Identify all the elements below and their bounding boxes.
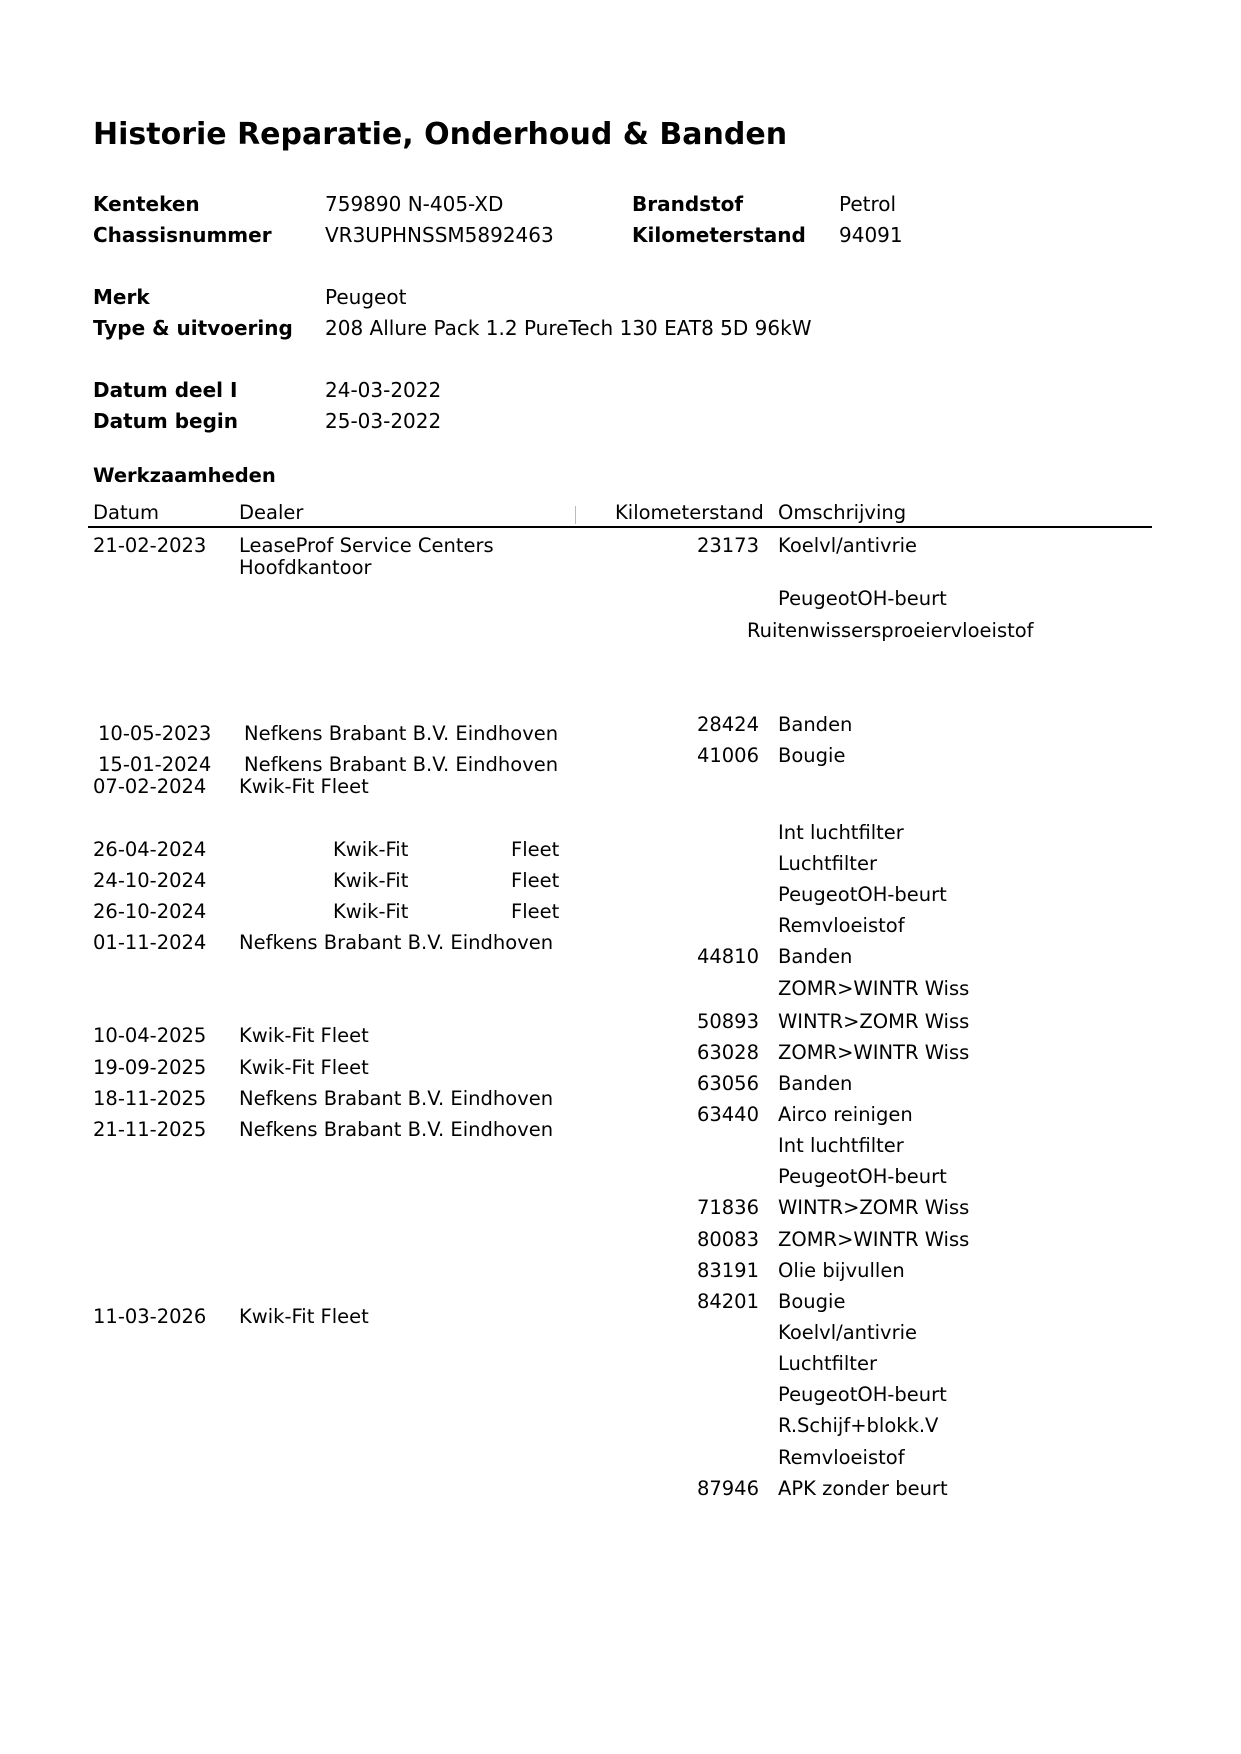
- row-dealer: Fleet: [511, 900, 560, 923]
- row-date: 24-10-2024: [93, 869, 207, 892]
- werkzaamheden-heading: Werkzaamheden: [93, 464, 276, 487]
- row-description: WINTR>ZOMR Wiss: [778, 1196, 970, 1219]
- row-description: PeugeotOH-beurt: [778, 883, 947, 906]
- row-date: 21-11-2025: [93, 1118, 207, 1141]
- row-date: 21-02-2023: [93, 534, 207, 557]
- row-km: 80083: [696, 1228, 759, 1251]
- row-dealer: Fleet: [511, 869, 560, 892]
- row-date: 18-11-2025: [93, 1087, 207, 1110]
- brandstof-value: Petrol: [839, 192, 897, 216]
- page-title: Historie Reparatie, Onderhoud & Banden: [93, 117, 788, 152]
- row-description: Bougie: [778, 744, 846, 767]
- row-date: 10-05-2023: [98, 722, 212, 745]
- datum-deel1-value: 24-03-2022: [325, 378, 442, 402]
- row-dealer: Kwik-Fit Fleet: [239, 775, 369, 798]
- row-dealer: Nefkens Brabant B.V. Eindhoven: [239, 1087, 554, 1110]
- row-dealer: Kwik-Fit Fleet: [239, 1056, 369, 1079]
- row-date: 15-01-2024: [98, 753, 212, 776]
- datum-begin-label: Datum begin: [93, 409, 238, 433]
- row-km: 71836: [696, 1196, 759, 1219]
- kilometerstand-value: 94091: [839, 223, 903, 247]
- row-date: 26-10-2024: [93, 900, 207, 923]
- row-description: PeugeotOH-beurt: [778, 1383, 947, 1406]
- row-description: Luchtfilter: [778, 852, 877, 875]
- row-km: 28424: [696, 713, 759, 736]
- row-description: Koelvl/antivrie: [778, 534, 918, 557]
- row-km: 84201: [696, 1290, 759, 1313]
- row-description: Remvloeistof: [778, 914, 905, 937]
- row-description: Luchtfilter: [778, 1352, 877, 1375]
- brandstof-label: Brandstof: [632, 192, 744, 216]
- row-dealer: Kwik-Fit: [333, 838, 409, 861]
- header-divider: [88, 526, 1152, 528]
- row-date: 01-11-2024: [93, 931, 207, 954]
- kilometerstand-label: Kilometerstand: [632, 223, 806, 247]
- row-description: Int luchtfilter: [778, 821, 904, 844]
- row-km: 63028: [696, 1041, 759, 1064]
- row-description: Remvloeistof: [778, 1446, 905, 1469]
- kenteken-label: Kenteken: [93, 192, 200, 216]
- chassis-value: VR3UPHNSSM5892463: [325, 223, 554, 247]
- row-dealer: Nefkens Brabant B.V. Eindhoven: [244, 753, 559, 776]
- datum-deel1-label: Datum deel I: [93, 378, 238, 402]
- row-description: ZOMR>WINTR Wiss: [778, 977, 970, 1000]
- row-description: PeugeotOH-beurt: [778, 587, 947, 610]
- type-label: Type & uitvoering: [93, 316, 293, 340]
- type-value: 208 Allure Pack 1.2 PureTech 130 EAT8 5D 96kW: [325, 316, 812, 340]
- row-date: 07-02-2024: [93, 775, 207, 798]
- chassis-label: Chassisnummer: [93, 223, 272, 247]
- row-dealer: Kwik-Fit Fleet: [239, 1024, 369, 1047]
- header-column-rule: [575, 506, 576, 524]
- row-description: Banden: [778, 1072, 853, 1095]
- row-km: 50893: [696, 1010, 759, 1033]
- row-description: Ruitenwissersproeiervloeistof: [747, 619, 1034, 642]
- merk-value: Peugeot: [325, 285, 407, 309]
- row-dealer: LeaseProf Service Centers: [239, 534, 494, 557]
- row-dealer: Nefkens Brabant B.V. Eindhoven: [239, 1118, 554, 1141]
- row-date: 10-04-2025: [93, 1024, 207, 1047]
- row-description: Banden: [778, 713, 853, 736]
- row-dealer: Kwik-Fit: [333, 900, 409, 923]
- row-km: 87946: [696, 1477, 759, 1500]
- row-date: 19-09-2025: [93, 1056, 207, 1079]
- row-description: Int luchtfilter: [778, 1134, 904, 1157]
- row-description: Airco reinigen: [778, 1103, 913, 1126]
- row-description: Koelvl/antivrie: [778, 1321, 918, 1344]
- column-header-kilometerstand: Kilometerstand: [615, 501, 764, 524]
- row-km: 44810: [696, 945, 759, 968]
- row-dealer: Nefkens Brabant B.V. Eindhoven: [239, 931, 554, 954]
- column-header-omschrijving: Omschrijving: [778, 501, 907, 524]
- row-description: Bougie: [778, 1290, 846, 1313]
- row-description: PeugeotOH-beurt: [778, 1165, 947, 1188]
- row-description: ZOMR>WINTR Wiss: [778, 1041, 970, 1064]
- column-header-datum: Datum: [93, 501, 159, 524]
- row-km: 83191: [696, 1259, 759, 1282]
- row-km: 63440: [696, 1103, 759, 1126]
- row-date: 11-03-2026: [93, 1305, 207, 1328]
- row-description: R.Schijf+blokk.V: [778, 1414, 939, 1437]
- row-km: 63056: [696, 1072, 759, 1095]
- row-dealer: Nefkens Brabant B.V. Eindhoven: [244, 722, 559, 745]
- column-header-dealer: Dealer: [239, 501, 304, 524]
- row-dealer: Fleet: [511, 838, 560, 861]
- row-description: WINTR>ZOMR Wiss: [778, 1010, 970, 1033]
- row-dealer: Kwik-Fit: [333, 869, 409, 892]
- row-km: 41006: [696, 744, 759, 767]
- kenteken-value: 759890 N-405-XD: [325, 192, 504, 216]
- row-description: APK zonder beurt: [778, 1477, 948, 1500]
- row-description: ZOMR>WINTR Wiss: [778, 1228, 970, 1251]
- row-date: 26-04-2024: [93, 838, 207, 861]
- row-description: Banden: [778, 945, 853, 968]
- row-dealer: Kwik-Fit Fleet: [239, 1305, 369, 1328]
- merk-label: Merk: [93, 285, 150, 309]
- row-km: 23173: [696, 534, 759, 557]
- row-dealer: Hoofdkantoor: [239, 556, 372, 579]
- row-description: Olie bijvullen: [778, 1259, 905, 1282]
- datum-begin-value: 25-03-2022: [325, 409, 442, 433]
